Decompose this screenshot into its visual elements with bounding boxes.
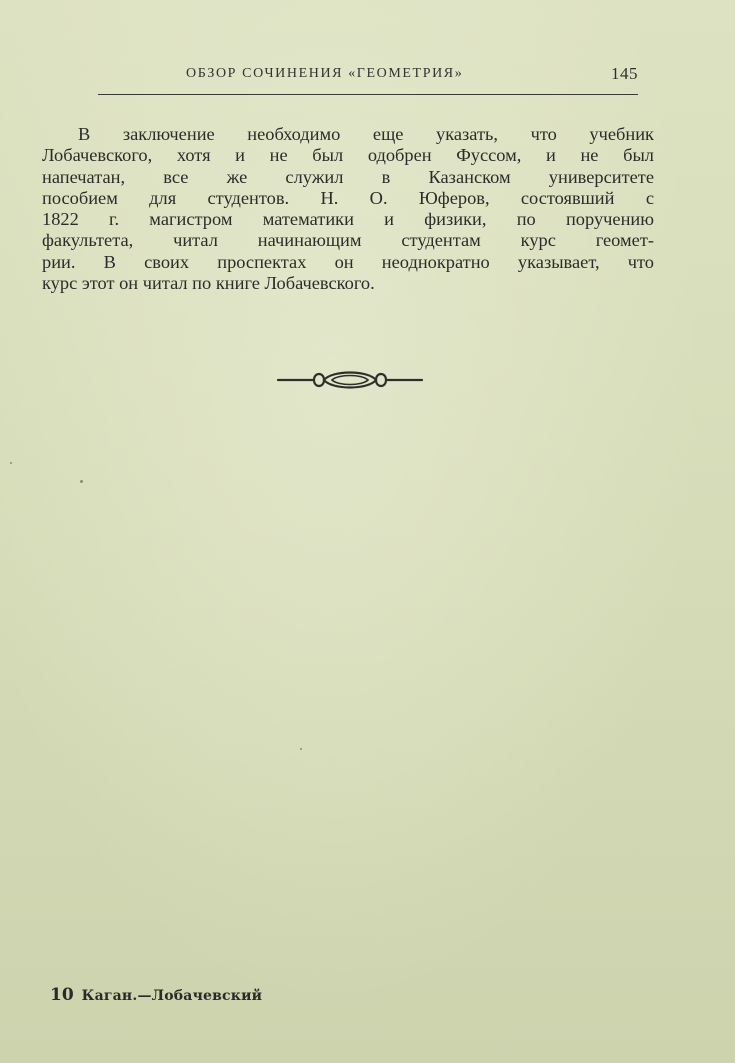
signature-text: Каган.—Лобачевский xyxy=(81,988,263,1004)
body-line: 1822 г. магистром математики и физики, по поручению xyxy=(42,209,654,230)
printer-signature xyxy=(50,985,262,1005)
body-line: рии. В своих проспектах он неоднократно указывает, что xyxy=(42,251,654,272)
body-line: курс этот он читал по книге Лобачевского. xyxy=(42,273,375,294)
body-line: факультета, читал начинающим студентам курс геомет- xyxy=(42,230,654,251)
decorative-scroll-divider-icon xyxy=(276,367,424,393)
paper-speck xyxy=(10,462,12,464)
header-rule xyxy=(98,94,638,95)
paper-speck xyxy=(80,480,83,483)
body-line: пособием для студентов. Н. О. Юферов, состоявший с xyxy=(42,187,654,208)
paper-speck xyxy=(300,748,302,750)
page-number: 145 xyxy=(611,64,638,83)
body-line: В заключение необходимо еще указать, что учебник xyxy=(78,124,654,144)
body-line: Лобачевского, хотя и не был одобрен Фуссом, и не был xyxy=(42,145,654,166)
body-paragraph xyxy=(42,124,654,294)
body-line: напечатан, все же служил в Казанском университете xyxy=(42,166,654,187)
signature-number: 10 xyxy=(50,985,74,1005)
running-head xyxy=(98,66,638,88)
running-title: ОБЗОР СОЧИНЕНИЯ «ГЕОМЕТРИЯ» xyxy=(186,66,464,81)
